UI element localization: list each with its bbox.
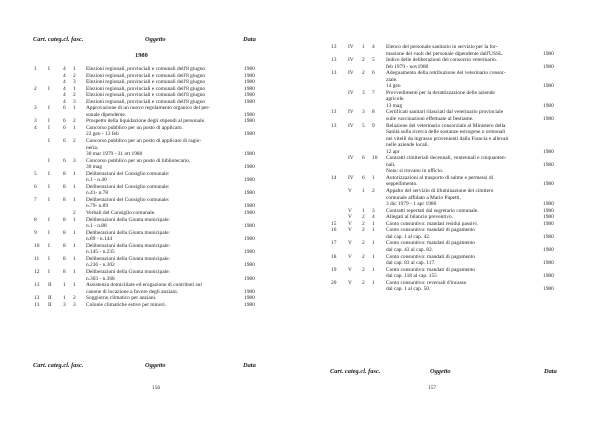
cart-number: 8	[34, 216, 37, 223]
category: I	[48, 216, 50, 223]
date: 1980	[244, 249, 255, 256]
subject: Colonie climatiche estive per minori.	[86, 301, 167, 308]
header-col-data: Data	[243, 36, 256, 43]
subject: n.236 - n.302	[86, 262, 115, 269]
subject: dal cap. 118 al cap. 155	[386, 273, 437, 280]
cart-number: 6	[34, 183, 37, 190]
cart-number: 20	[331, 279, 337, 286]
class: 8	[63, 229, 66, 236]
footer-col-oggetto: Oggetto	[145, 362, 166, 369]
subject: Prospetto della liquidazione degli stipendi al personale.	[86, 118, 206, 125]
date: 1980	[244, 190, 255, 197]
class: 1	[362, 207, 365, 214]
file: 1	[372, 220, 375, 227]
cart-number: 16	[331, 227, 337, 234]
date: 1980	[543, 273, 554, 280]
subject: Provvedimenti per la derattizzazione delle aziende	[386, 89, 495, 96]
cart-number: 7	[34, 196, 37, 203]
subject: 30 mar 1979 - 31 ott 1980	[86, 151, 143, 158]
date: 1980	[244, 98, 255, 105]
class: 3	[362, 89, 365, 96]
class: 6	[63, 105, 66, 112]
category: V	[348, 214, 352, 221]
date: 1980	[543, 50, 554, 57]
subject: Soggiorno climatico per anziani.	[86, 295, 157, 302]
class: 6	[63, 157, 66, 164]
subject: 14 gen	[386, 83, 401, 90]
date: 1980	[543, 63, 554, 70]
subject: 22 gen - 13 feb	[86, 131, 119, 138]
file: 3	[73, 301, 76, 308]
subject: Deliberazioni della Giunta municipale:	[86, 255, 170, 262]
file: 3	[73, 98, 76, 105]
date: 1980	[543, 102, 554, 109]
subject: canone di locazione a favore degli anziani.	[86, 288, 179, 295]
class: 4	[63, 72, 66, 79]
date: 1980	[244, 210, 255, 217]
subject: Approvazione di un nuovo regolamento organico del per-	[86, 105, 210, 112]
subject: Deliberazioni della Giunta municipale:	[86, 229, 170, 236]
file: 1	[372, 174, 375, 181]
subject: Conto consuntivo: mandati di pagamento	[386, 266, 475, 273]
file: 1	[73, 170, 76, 177]
subject: Conto consuntivo: mandati di pagamento	[386, 240, 475, 247]
date: 1980	[244, 288, 255, 295]
cart-number: 4	[34, 124, 37, 131]
category: IV	[348, 155, 354, 162]
date: 1980	[244, 275, 255, 282]
subject: 30 mag	[86, 164, 103, 171]
class: 2	[362, 220, 365, 227]
subject: comunale affidato a Mario Papetti.	[386, 194, 461, 201]
file: 9	[372, 122, 375, 129]
class: 6	[362, 155, 365, 162]
subject: nei vitelli da ingrasso provenienti dalla Francia e allevati	[386, 135, 509, 142]
class: 5	[362, 122, 365, 129]
cart-number: 10	[34, 242, 40, 249]
date: 1980	[244, 111, 255, 118]
class: 8	[63, 268, 66, 275]
file: 2	[372, 188, 375, 195]
header-col-cart: Cart. categ.cl. fasc.	[33, 36, 84, 43]
category: I	[48, 138, 50, 145]
subject: Conto consuntivo: reversali d'incasso	[386, 279, 467, 286]
file: 1	[73, 229, 76, 236]
left-entries	[0, 66, 300, 308]
category: V	[348, 188, 352, 195]
date: 1980	[543, 207, 554, 214]
subject: Concorso pubblico per un posto di applicato.	[86, 124, 183, 131]
class: 8	[63, 255, 66, 262]
subject: n.145 - n.235	[86, 249, 115, 256]
subject: sulle vaccinazioni effettuate al bestiame.	[386, 116, 474, 123]
class: 4	[63, 85, 66, 92]
date: 1980	[543, 214, 554, 221]
subject: Sanità sulla ricerca delle sostanze estrogene o ormonali	[386, 129, 506, 136]
category: IV	[348, 89, 354, 96]
class: 2	[362, 57, 365, 64]
category: I	[48, 183, 50, 190]
subject: Deliberazioni della Giunta municipale:	[86, 242, 170, 249]
class: 4	[63, 79, 66, 86]
subject: Elezioni regionali, provinciali e comunali dell'8 giugno	[86, 85, 206, 92]
file: 7	[372, 89, 375, 96]
date: 1980	[244, 118, 255, 125]
category: V	[348, 240, 352, 247]
file: 6	[372, 70, 375, 77]
footer-col-oggetto-right: Oggetto	[430, 368, 451, 375]
subject: Conto consuntivo: mandati di pagamento	[386, 253, 475, 260]
file: 1	[73, 216, 76, 223]
file: 5	[372, 57, 375, 64]
cart-number: 13	[331, 109, 337, 116]
subject: ziale.	[386, 76, 398, 83]
category: I	[48, 255, 50, 262]
subject: feb 1979 - nov1980	[386, 63, 429, 70]
footer-col-cart: Cart. categ.cl. fasc.	[33, 362, 84, 369]
category: V	[348, 266, 352, 273]
date: 1980	[543, 220, 554, 227]
category: I	[48, 268, 50, 275]
class: 4	[63, 92, 66, 99]
file: 2	[73, 210, 76, 217]
file: 1	[73, 268, 76, 275]
subject: Deliberazioni della Giunta municipale:	[86, 268, 170, 275]
date: 1980	[543, 233, 554, 240]
class: 2	[362, 214, 365, 221]
subject: Conto consuntivo: mandati di pagamento	[386, 227, 475, 234]
file: 1	[73, 66, 76, 72]
subject: n.303 - n.368	[86, 275, 115, 282]
subject: Appalto del servizio di illuminazione del cimitero	[386, 188, 494, 195]
category: I	[48, 85, 50, 92]
subject: Concorso pubblico per un posto di applicato di ragio-	[86, 138, 202, 145]
date: 1980	[244, 301, 255, 308]
file: 1	[372, 240, 375, 247]
date: 1980	[244, 177, 255, 184]
file: 1	[73, 85, 76, 92]
cart-number: 1	[34, 66, 37, 72]
class: 1	[362, 188, 365, 195]
subject: Contratti repertati dal segretario comunale.	[386, 207, 479, 214]
table-row	[0, 302, 300, 309]
page-number-left: 156	[152, 385, 161, 391]
category: IV	[348, 174, 354, 181]
subject: Elezioni regionali, provinciali e comunali dell'8 giugno	[86, 66, 206, 72]
subject: dal cap. 1 al cap. 42.	[386, 233, 431, 240]
file: 1	[372, 279, 375, 286]
right-entries	[300, 44, 600, 293]
subject: Elezioni regionali, provinciali e comunali dell'8 giugno	[86, 72, 206, 79]
cart-number: 13	[34, 282, 40, 289]
category: IV	[348, 70, 354, 77]
class: 1	[362, 44, 365, 50]
subject: Deliberazioni del Consiglio comunale:	[86, 183, 170, 190]
date: 1980	[543, 83, 554, 90]
file: 2	[73, 138, 76, 145]
class: 4	[63, 98, 66, 105]
subject: Elenco del personale sanitario in servizio per la for-	[386, 44, 498, 50]
file: 3	[372, 207, 375, 214]
class: 6	[362, 174, 365, 181]
category: IV	[348, 109, 354, 116]
year-heading: 1980	[135, 52, 148, 59]
subject: Deliberazioni del Consiglio comunale:	[86, 170, 170, 177]
class: 6	[63, 118, 66, 125]
class: 2	[362, 70, 365, 77]
subject: n.89 - n.144	[86, 236, 113, 243]
subject: neria.	[86, 144, 99, 151]
class: 2	[362, 240, 365, 247]
subject: n.41- n.78	[86, 190, 109, 197]
date: 1980	[543, 116, 554, 123]
category: II	[48, 295, 52, 302]
file: 2	[73, 118, 76, 125]
class: 8	[63, 242, 66, 249]
date: 1980	[244, 203, 255, 210]
date: 1980	[543, 181, 554, 188]
cart-number: 5	[34, 170, 37, 177]
class: 4	[63, 66, 66, 72]
subject: Relazione del veterinario consorziale al Ministero della	[386, 122, 506, 129]
file: 10	[372, 155, 378, 162]
cart-number: 13	[331, 70, 337, 77]
subject: Autorizzazioni al trasporto di salme e permessi di	[386, 174, 494, 181]
date: 1980	[244, 236, 255, 243]
date: 1980	[244, 66, 255, 72]
date: 1980	[244, 151, 255, 158]
page-number-right: 157	[428, 385, 437, 391]
file: 4	[372, 44, 375, 50]
file: 8	[372, 109, 375, 116]
category: I	[48, 157, 50, 164]
class: 2	[362, 253, 365, 260]
class: 2	[362, 266, 365, 273]
class: 6	[63, 124, 66, 131]
category: V	[348, 227, 352, 234]
cart-number: 15	[331, 220, 337, 227]
category: V	[348, 207, 352, 214]
category: II	[48, 282, 52, 289]
category: I	[48, 170, 50, 177]
subject: n.1 - n.40	[86, 177, 107, 184]
file: 4	[372, 214, 375, 221]
cart-number: 13	[331, 57, 337, 64]
subject: nali.	[386, 161, 396, 168]
category: I	[48, 118, 50, 125]
subject: Adeguamento della retribuzione del veterinario consor-	[386, 70, 506, 77]
date: 1980	[244, 92, 255, 99]
date: 1980	[543, 148, 554, 155]
subject: dal cap. 43 al cap. 82.	[386, 246, 433, 253]
subject: n.1 - n.88	[86, 223, 107, 230]
subject: Elezioni regionali, provinciali e comunali dell'8 giugno	[86, 79, 206, 86]
subject: Nota: si trovano in ufficio.	[386, 168, 444, 175]
category: V	[348, 253, 352, 260]
header-col-oggetto: Oggetto	[145, 36, 166, 43]
subject: Elezioni regionali, provinciali e comunali dell'8 giugno	[86, 98, 206, 105]
footer-col-data: Data	[243, 362, 256, 369]
category: I	[48, 66, 50, 72]
cart-number: 12	[34, 268, 40, 275]
date: 1980	[244, 131, 255, 138]
subject: agricole.	[386, 96, 405, 103]
subject: nelle aziende locali.	[386, 142, 429, 149]
date: 1980	[543, 260, 554, 267]
date: 1980	[543, 161, 554, 168]
class: 8	[63, 196, 66, 203]
subject: Assistenza domiciliare ed erogazione di contributi sul	[86, 282, 202, 289]
subject: Elezioni regionali, provinciali e comunali dell'8 giugno	[86, 92, 206, 99]
file: 2	[73, 295, 76, 302]
cart-number: 3	[34, 118, 37, 125]
category: V	[348, 279, 352, 286]
class: 8	[63, 216, 66, 223]
file: 1	[372, 227, 375, 234]
date: 1980	[244, 72, 255, 79]
cart-number: 17	[331, 240, 337, 247]
cart-number: 19	[331, 266, 337, 273]
subject: n.79- n.89	[86, 203, 109, 210]
file: 1	[73, 196, 76, 203]
file: 1	[372, 266, 375, 273]
category: I	[48, 105, 50, 112]
file: 1	[73, 255, 76, 262]
class: 6	[63, 138, 66, 145]
category: V	[348, 220, 352, 227]
cart-number: 13	[331, 122, 337, 129]
file: 1	[73, 124, 76, 131]
cart-number: 13	[331, 44, 337, 50]
class: 2	[362, 227, 365, 234]
subject: Contratti cimiteriali decennali, ventennali e cinquanten-	[386, 155, 507, 162]
subject: Certificati sanitari rilasciati dal veterinario provinciale	[386, 109, 504, 116]
subject: Indice delle deliberazioni del consorzio veterinario.	[386, 57, 498, 64]
file: 2	[73, 92, 76, 99]
date: 1980	[244, 295, 255, 302]
category: I	[48, 229, 50, 236]
file: 3	[73, 157, 76, 164]
footer-col-data-right: Data	[544, 368, 557, 375]
cart-number: 3	[34, 105, 37, 112]
cart-number: 13	[34, 301, 40, 308]
category: I	[48, 242, 50, 249]
subject: Deliberazioni del Consiglio comunale:	[86, 196, 170, 203]
cart-number: 2	[34, 85, 37, 92]
date: 1980	[543, 246, 554, 253]
right-page	[300, 0, 600, 424]
class: 2	[362, 279, 365, 286]
subject: Deliberazioni della Giunta municipale:	[86, 216, 170, 223]
cart-number: 14	[331, 174, 337, 181]
subject: sonale dipendente.	[86, 111, 127, 118]
class: 8	[63, 170, 66, 177]
cart-number: 9	[34, 229, 37, 236]
category: IV	[348, 122, 354, 129]
subject: 3 dic 1979 - 1 apr 1980	[386, 201, 437, 208]
date: 1980	[244, 223, 255, 230]
file: 1	[73, 105, 76, 112]
subject: dal cap. 83 al cap. 117.	[386, 260, 436, 267]
class: 3	[362, 109, 365, 116]
category: I	[48, 124, 50, 131]
subject: mazione dei ruoli del personale dipendente dall'USSL.	[386, 50, 504, 57]
file: 1	[73, 183, 76, 190]
subject: Concorso pubblico per un posto di bibliotecario.	[86, 157, 191, 164]
file: 1	[73, 242, 76, 249]
subject: 13 mag	[386, 102, 403, 109]
file: 2	[73, 72, 76, 79]
category: I	[48, 196, 50, 203]
class: 8	[63, 183, 66, 190]
file: 1	[372, 253, 375, 260]
class: 1	[63, 282, 66, 289]
subject: dal cap. 1 al cap. 50.	[386, 286, 431, 293]
cart-number: 18	[331, 253, 337, 260]
subject: seppellimento.	[386, 181, 418, 188]
date: 1980	[543, 286, 554, 293]
subject: Verbali del Consiglio comunale.	[86, 210, 156, 217]
date: 1980	[244, 262, 255, 269]
subject: Allegati al bilancio preventivo.	[386, 214, 454, 221]
subject: Conto consuntivo: mandati residui passivi.	[386, 220, 479, 227]
class: 3	[63, 301, 66, 308]
file: 1	[73, 282, 76, 289]
category: IV	[348, 44, 354, 50]
date: 1980	[244, 79, 255, 86]
category: II	[48, 301, 52, 308]
date: 1980	[244, 164, 255, 171]
date: 1980	[244, 85, 255, 92]
cart-number: 13	[34, 295, 40, 302]
footer-col-cart-right: Cart. categ.cl. fasc.	[330, 368, 381, 375]
table-row	[300, 286, 600, 293]
category: IV	[348, 57, 354, 64]
date: 1980	[543, 201, 554, 208]
class: 1	[63, 295, 66, 302]
cart-number: 11	[34, 255, 40, 262]
file: 3	[73, 79, 76, 86]
subject: 12 apr	[386, 148, 400, 155]
